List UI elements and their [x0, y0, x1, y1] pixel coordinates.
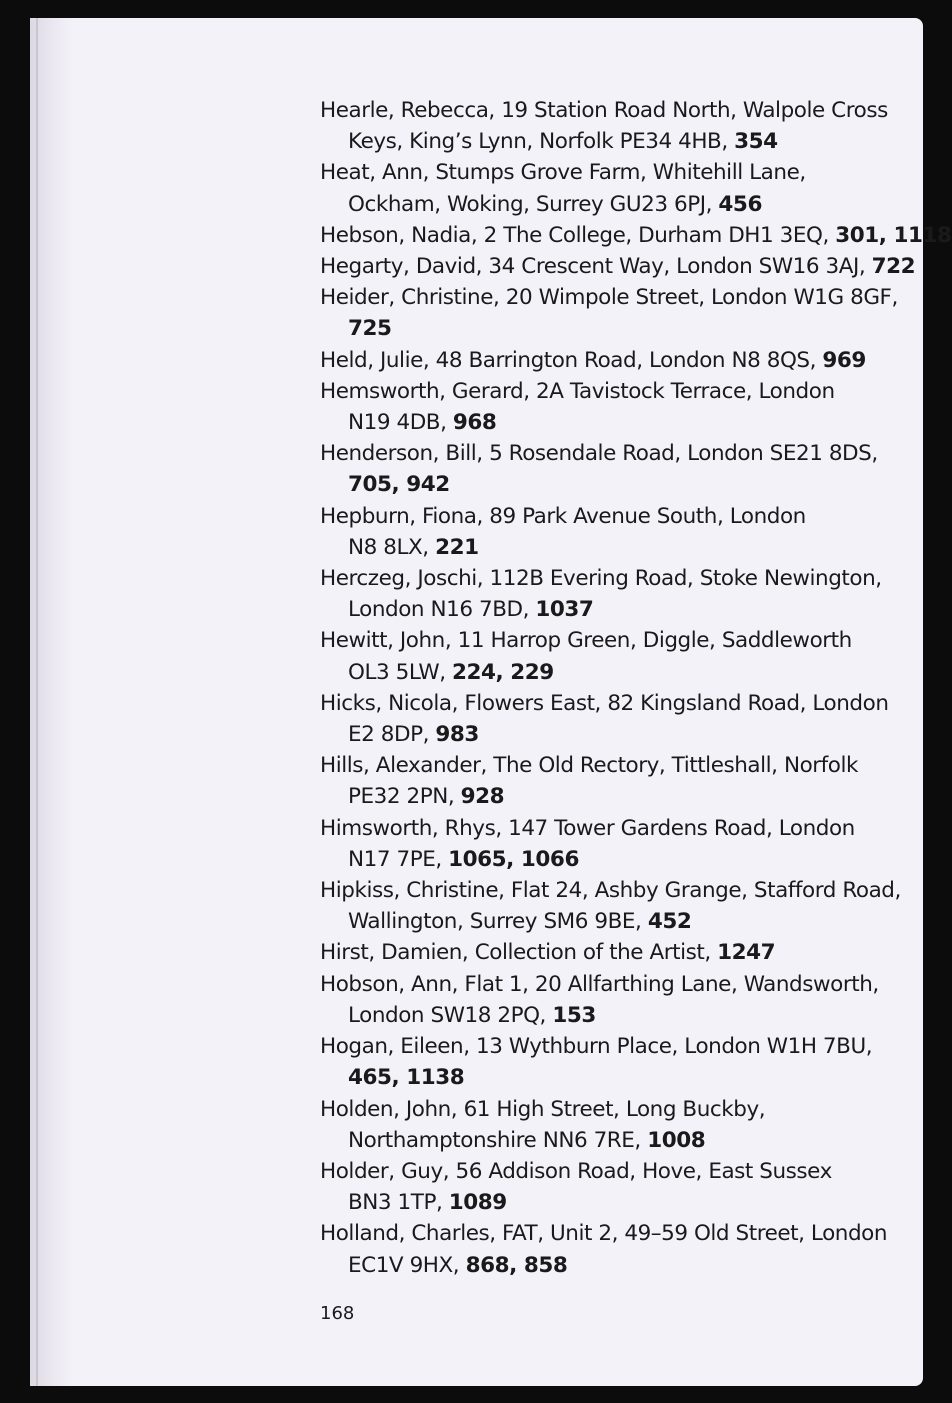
- entry-text: Hegarty, David, 34 Crescent Way, London SW16 3AJ,: [320, 254, 872, 280]
- entry-text: Hirst, Damien, Collection of the Artist,: [320, 940, 718, 966]
- entry-pages: 224, 229: [451, 659, 554, 685]
- entry-text: Held, Julie, 48 Barrington Road, London N8 8QS,: [320, 347, 823, 373]
- index-list: [320, 95, 952, 1281]
- entry-text: N19 4DB,: [348, 410, 453, 436]
- entry-text: Hebson, Nadia, 2 The College, Durham DH1 3EQ,: [320, 222, 836, 248]
- entry-text: Holder, Guy, 56 Addison Road, Hove, East Sussex: [320, 1158, 832, 1184]
- entry-text: Hepburn, Fiona, 89 Park Avenue South, London: [320, 503, 806, 529]
- entry-text: EC1V 9HX,: [348, 1252, 466, 1278]
- index-entry: [320, 813, 920, 875]
- entry-pages: 1037: [535, 597, 594, 623]
- index-entry: [320, 1031, 920, 1093]
- index-entry: [320, 157, 920, 219]
- entry-text: Hobson, Ann, Flat 1, 20 Allfarthing Lane, Wandsworth,: [320, 971, 879, 997]
- page-edge: [30, 18, 74, 1386]
- entry-text: PE32 2PN,: [348, 784, 461, 810]
- index-entry: [320, 1094, 920, 1156]
- entry-text: Heat, Ann, Stumps Grove Farm, Whitehill Lane,: [320, 160, 806, 186]
- entry-pages: 928: [460, 784, 505, 810]
- entry-pages: 456: [718, 191, 762, 217]
- entry-pages: 969: [822, 347, 866, 373]
- index-entry: [320, 969, 920, 1031]
- index-entry: [320, 688, 920, 750]
- book-page: [30, 18, 952, 1386]
- index-entry: [320, 438, 920, 500]
- entry-pages: 868, 858: [465, 1252, 568, 1278]
- entry-pages: 1008: [647, 1127, 706, 1153]
- entry-text: Hipkiss, Christine, Flat 24, Ashby Grange, Stafford Road,: [320, 878, 901, 904]
- entry-text: Ockham, Woking, Surrey GU23 6PJ,: [348, 191, 719, 217]
- page-edge-line: [36, 18, 38, 1386]
- entry-pages: 221: [435, 534, 479, 560]
- page-number: 168: [320, 1303, 355, 1324]
- index-entry: [320, 251, 920, 282]
- entry-pages: 722: [871, 254, 916, 280]
- entry-pages: 465, 1138: [348, 1065, 465, 1091]
- entry-pages: 705, 942: [348, 472, 450, 498]
- index-entry: [320, 563, 920, 625]
- index-entry: [320, 376, 920, 438]
- index-entry: [320, 875, 920, 937]
- entry-text: London SW18 2PQ,: [348, 1002, 553, 1028]
- entry-text: N17 7PE,: [348, 846, 449, 872]
- entry-text: Holden, John, 61 High Street, Long Buckby,: [320, 1096, 766, 1122]
- entry-text: Hearle, Rebecca, 19 Station Road North, Walpole Cross: [320, 98, 888, 123]
- entry-pages: 968: [452, 410, 497, 436]
- entry-text: Heider, Christine, 20 Wimpole Street, London W1G 8GF,: [320, 285, 898, 311]
- entry-pages: 1247: [717, 940, 776, 966]
- entry-text: Herczeg, Joschi, 112B Evering Road, Stoke Newington,: [320, 566, 882, 592]
- entry-text: E2 8DP,: [348, 722, 436, 748]
- index-entry: [320, 1156, 920, 1218]
- entry-text: N8 8LX,: [348, 534, 436, 560]
- entry-text: Himsworth, Rhys, 147 Tower Gardens Road, London: [320, 815, 855, 841]
- index-entry: [320, 625, 920, 687]
- entry-text: Keys, King’s Lynn, Norfolk PE34 4HB,: [348, 129, 735, 155]
- index-entry: [320, 282, 920, 344]
- index-entry: [320, 220, 952, 251]
- entry-pages: 452: [647, 909, 692, 935]
- entry-text: Wallington, Surrey SM6 9BE,: [348, 909, 648, 935]
- entry-text: Hills, Alexander, The Old Rectory, Tittleshall, Norfolk: [320, 753, 859, 779]
- entry-text: Hemsworth, Gerard, 2A Tavistock Terrace, London: [320, 378, 835, 404]
- entry-text: London N16 7BD,: [348, 597, 536, 623]
- entry-text: Hogan, Eileen, 13 Wythburn Place, London W1H 7BU,: [320, 1034, 873, 1060]
- entry-pages: 1065, 1066: [448, 846, 579, 872]
- index-entry: [320, 750, 920, 812]
- entry-pages: 153: [552, 1002, 596, 1028]
- entry-text: BN3 1TP,: [348, 1190, 449, 1216]
- entry-text: Hewitt, John, 11 Harrop Green, Diggle, Saddleworth: [320, 628, 852, 654]
- entry-pages: 1089: [448, 1190, 507, 1216]
- index-entry: [320, 345, 920, 376]
- entry-pages: 725: [348, 316, 392, 342]
- entry-pages: 301, 1118: [835, 222, 952, 248]
- entry-text: Hicks, Nicola, Flowers East, 82 Kingsland Road, London: [320, 690, 889, 716]
- entry-text: OL3 5LW,: [348, 659, 452, 685]
- entry-pages: 983: [435, 722, 479, 748]
- entry-text: Henderson, Bill, 5 Rosendale Road, London SE21 8DS,: [320, 441, 878, 467]
- index-entry: [320, 95, 920, 157]
- entry-pages: 354: [734, 129, 778, 155]
- entry-text: Northamptonshire NN6 7RE,: [348, 1127, 648, 1153]
- index-entry: [320, 1218, 920, 1280]
- entry-text: Holland, Charles, FAT, Unit 2, 49–59 Old Street, London: [320, 1221, 888, 1247]
- index-entry: [320, 501, 920, 563]
- index-entry: [320, 937, 920, 968]
